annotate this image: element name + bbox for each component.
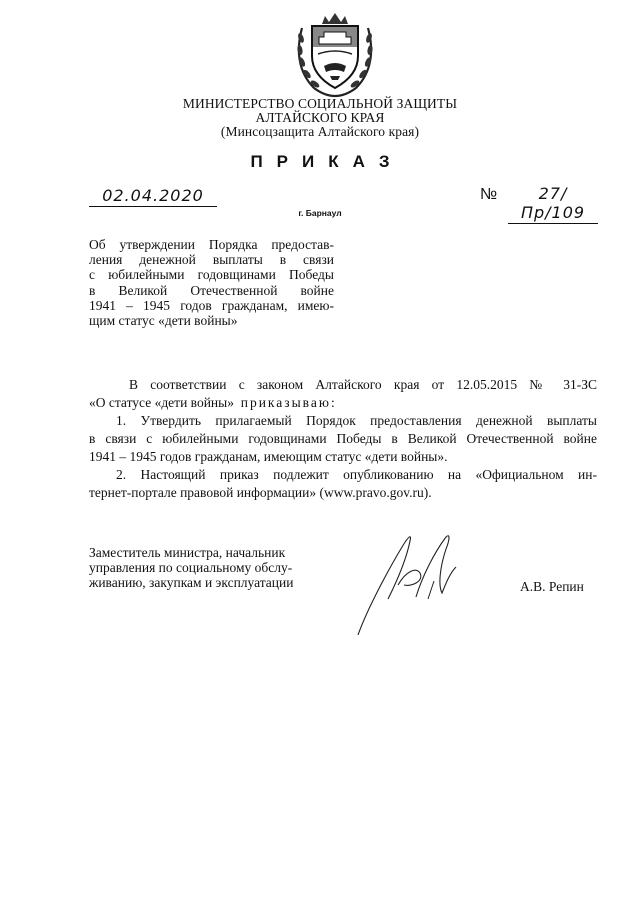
item1-line: 1941 – 1945 годов гражданам, имеющим статус «дети войны». — [89, 449, 448, 464]
preamble-line: В соответствии с законом Алтайского края от 12.05.2015 № 31-ЗС — [129, 377, 597, 392]
position-line: Заместитель министра, начальник — [89, 545, 286, 560]
item1-line: 1. Утвердить прилагаемый Порядок предоставления денежной выплаты — [116, 413, 597, 428]
item2-line: тернет-портале правовой информации» (www.pravo.gov.ru). — [89, 485, 432, 500]
org-short-name: (Минсоцзащита Алтайского края) — [220, 124, 420, 139]
item1-line: в связи с юбилейными годовщинами Победы в Великой Отечественной войне — [89, 431, 597, 446]
number-sign: № — [480, 186, 498, 203]
subject-line: ления денежной выплаты в связи — [89, 252, 334, 268]
subject-line: щим статус «дети войны» — [89, 313, 238, 329]
org-name-line2: АЛТАЙСКОГО КРАЯ — [255, 110, 385, 125]
org-name-line1: МИНИСТЕРСТВО СОЦИАЛЬНОЙ ЗАЩИТЫ — [182, 96, 458, 111]
order-body — [89, 376, 597, 502]
order-subject — [89, 237, 334, 328]
preamble-line — [89, 394, 597, 412]
order-number: 27/Пр/109 — [508, 184, 598, 224]
order-verb: приказываю: — [240, 395, 337, 410]
city-label: г. Барнаул — [298, 208, 342, 218]
handwritten-signature — [350, 527, 480, 639]
signatory-position — [89, 545, 349, 591]
law-title: «О статусе «дети войны» — [89, 395, 234, 410]
coat-of-arms-icon — [294, 10, 376, 100]
signatory-name: А.В. Репин — [520, 579, 584, 594]
document-type-title: ПРИКАЗ — [250, 152, 404, 171]
subject-line: 1941 – 1945 годов гражданам, имею- — [89, 297, 334, 313]
item2-line: 2. Настоящий приказ подлежит опубликованию на «Официальном ин- — [116, 467, 597, 482]
order-date: 02.04.2020 — [89, 186, 217, 207]
position-line: управления по социальному обслу- — [89, 560, 293, 576]
position-line: живанию, закупкам и эксплуатации — [89, 575, 294, 591]
subject-line: Об утверждении Порядка предостав- — [89, 237, 334, 252]
subject-line: с юбилейными годовщинами Победы — [89, 267, 334, 283]
subject-line: в Великой Отечественной войне — [89, 282, 334, 298]
